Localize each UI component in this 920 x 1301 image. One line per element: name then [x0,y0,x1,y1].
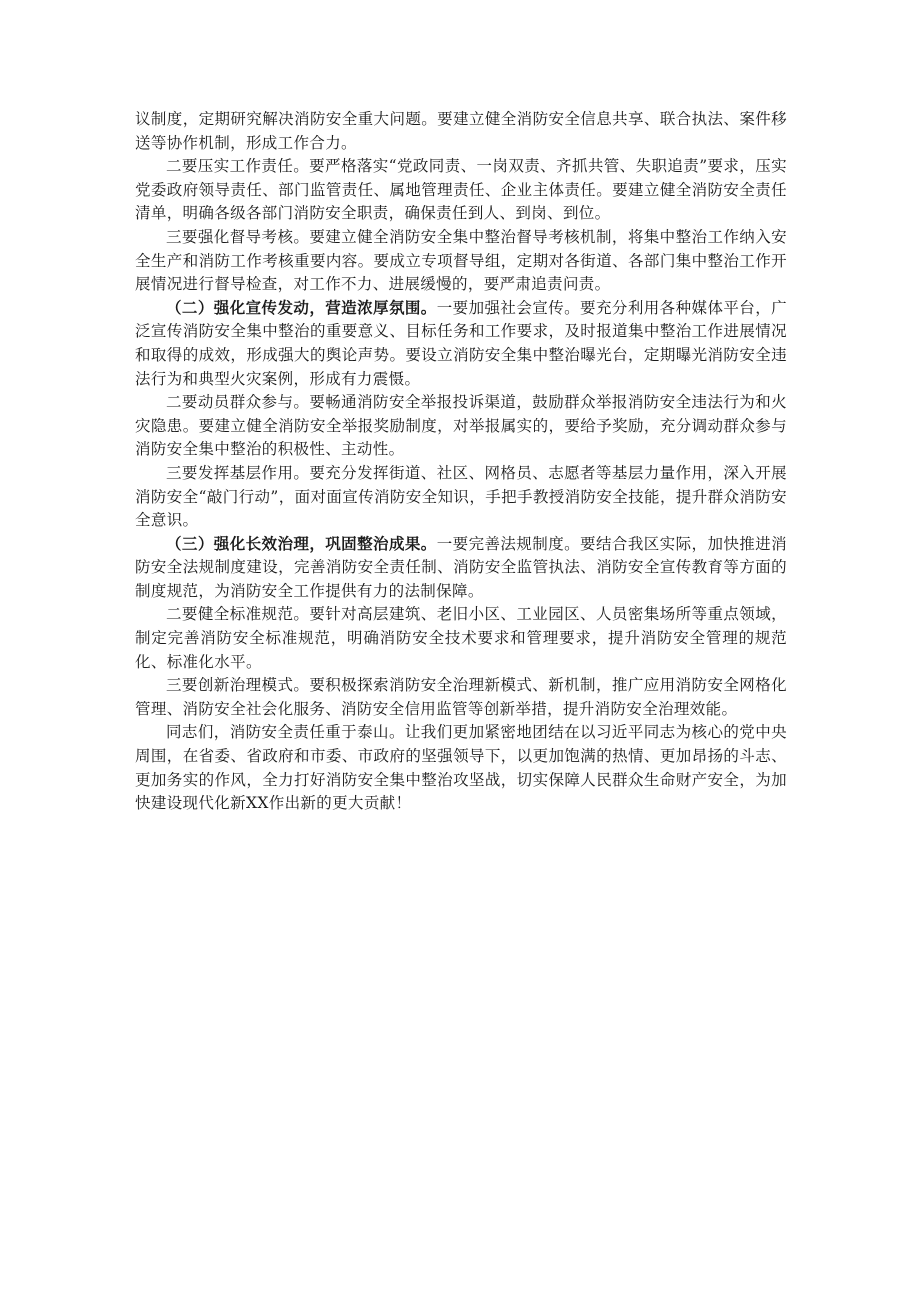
section-3-paragraph [135,533,787,604]
paragraph-6: 三要发挥基层作用。要充分发挥街道、社区、网格员、志愿者等基层力量作用，深入开展消防安全“敲门行动”，面对面宣传消防安全知识，手把手教授消防安全技能，提升群众消防安全意识。 [135,463,787,530]
paragraph-1: 议制度，定期研究解决消防安全重大问题。要建立健全消防安全信息共享、联合执法、案件移送等协作机制，形成工作合力。 [135,110,787,152]
section-3-heading: （三）强化长效治理，巩固整治成果。 [166,534,437,553]
section-3-body: 一要完善法规制度。要结合我区实际，加快推进消防安全法规制度建设，完善消防安全责任制、消防安全监管执法、消防安全宣传教育等方面的制度规范，为消防安全工作提供有力的法制保障。 [135,534,788,600]
paragraph-3: 三要强化督导考核。要建立健全消防安全集中整治督导考核机制，将集中整治工作纳入安全生产和消防工作考核重要内容。要成立专项督导组，定期对各街道、各部门集中整治工作开展情况进行督导检查，对工作不力、进展缓慢的，要严肃追责问责。 [135,227,787,294]
paragraph-8: 二要健全标准规范。要针对高层建筑、老旧小区、工业园区、人员密集场所等重点领域，制定完善消防安全标准规范，明确消防安全技术要求和管理要求，提升消防安全管理的规范化、标准化水平。 [135,605,787,671]
section-2-body: 一要加强社会宣传。要充分利用各种媒体平台，广泛宣传消防安全集中整治的重要意义、目标任务和工作要求，及时报道集中整治工作进展情况和取得的成效，形成强大的舆论声势。要设立消防安全集中整治曝光台，定期曝光消防安全违法行为和典型火灾案例，形成有力震慑。 [135,298,788,388]
paragraph-5: 二要动员群众参与。要畅通消防安全举报投诉渠道，鼓励群众举报消防安全违法行为和火灾隐患。要建立健全消防安全举报奖励制度，对举报属实的，要给予奖励，充分调动群众参与消防安全集中整治的积极性、主动性。 [135,393,787,459]
closing-paragraph: 同志们，消防安全责任重于泰山。让我们更加紧密地团结在以习近平同志为核心的党中央周围，在省委、省政府和市委、市政府的坚强领导下，以更加饱满的热情、更加昂扬的斗志、更加务实的作风，全力打好消防安全集中整治攻坚战，切实保障人民群众生命财产安全，为加快建设现代化新XX作出新的更大贡献！ [135,723,787,813]
document-page [135,108,787,816]
paragraph-2: 二要压实工作责任。要严格落实“党政同责、一岗双责、齐抓共管、失职追责”要求，压实党委政府领导责任、部门监管责任、属地管理责任、企业主体责任。要建立健全消防安全责任清单，明确各级各部门消防安全职责，确保责任到人、到岗、到位。 [135,157,787,223]
paragraph-9: 三要创新治理模式。要积极探索消防安全治理新模式、新机制，推广应用消防安全网格化管理、消防安全社会化服务、消防安全信用监管等创新举措，提升消防安全治理效能。 [135,676,787,718]
section-2-heading: （二）强化宣传发动，营造浓厚氛围。 [166,298,437,317]
section-2-paragraph [135,297,787,391]
